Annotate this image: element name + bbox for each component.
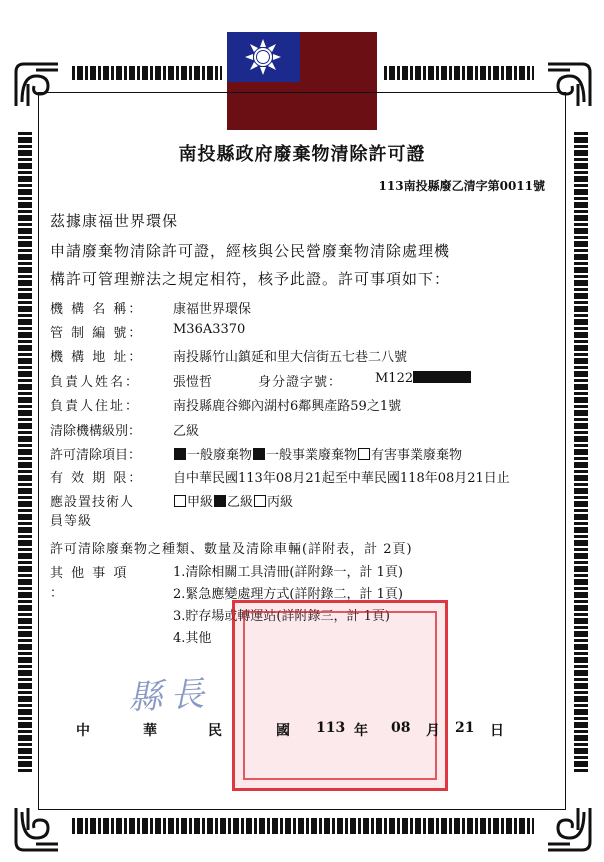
checkbox-unchecked (174, 495, 186, 507)
border-bottom-pattern (72, 818, 534, 834)
redaction-block (413, 371, 471, 383)
validity-label: 有 效 期 限： (50, 471, 144, 486)
tech-staff-label-2: 員等級 (50, 514, 93, 529)
date-char: 年 (354, 723, 368, 739)
org-address-label: 機 構 地 址： (50, 350, 144, 365)
checkbox-checked (214, 495, 226, 507)
border-top-left-pattern (72, 66, 222, 80)
official-seal (232, 600, 448, 791)
date-char: 華 (143, 723, 157, 739)
border-right-pattern (574, 132, 588, 772)
other-item: 1.清除相關工具清冊(詳附錄一，計 1頁) (173, 565, 403, 580)
document-number: 113南投縣廢乙清字第0011號 (378, 179, 545, 193)
date-day: 21 (455, 720, 475, 736)
permit-waste-line: 許可清除廢棄物之種類、數量及清除車輛(詳附表，計 2頁) (50, 542, 413, 557)
item-general-industrial-waste: 一般事業廢棄物 (266, 448, 358, 463)
items-label: 許可清除項目： (50, 448, 142, 463)
intro-line-2: 申請廢棄物清除許可證，經核與公民營廢棄物清除處理機 (50, 242, 451, 260)
tech-level-a: 甲級 (187, 495, 214, 510)
tech-level-c: 丙級 (267, 495, 294, 510)
intro-line-1: 茲據康福世界環保 (50, 212, 179, 230)
owner-address-label: 負責人住址： (50, 399, 141, 414)
owner-address-value: 南投縣鹿谷鄉內湖村6鄰興產路59之1號 (173, 399, 402, 414)
id-number-prefix: M122 (375, 371, 414, 386)
owner-name-label: 負責人姓名： (50, 375, 141, 390)
tech-level-b: 乙級 (227, 495, 254, 510)
item-general-waste: 一般廢棄物 (187, 448, 253, 463)
checkbox-checked (174, 448, 186, 460)
tech-staff-value (173, 491, 293, 510)
corner-ornament-icon (546, 806, 592, 852)
level-label: 清除機構級別： (50, 424, 142, 439)
id-number-value (375, 371, 471, 386)
document-title: 南投縣政府廢棄物清除許可證 (178, 144, 426, 165)
checkbox-unchecked (358, 448, 370, 460)
other-item: 4.其他 (173, 631, 212, 646)
corner-ornament-icon (14, 62, 60, 108)
item-hazardous-waste: 有害事業廢棄物 (371, 448, 463, 463)
magistrate-signature: 縣長 (127, 673, 214, 719)
border-top-right-pattern (384, 66, 534, 80)
intro-line-3: 構許可管理辦法之規定相符，核予此證。許可事項如下： (50, 270, 451, 288)
corner-ornament-icon (546, 62, 592, 108)
date-char: 中 (76, 723, 90, 739)
checkbox-checked (253, 448, 265, 460)
validity-value: 自中華民國113年08月21起至中華民國118年08月21日止 (173, 471, 510, 486)
corner-ornament-icon (14, 806, 60, 852)
date-month: 08 (391, 720, 411, 736)
date-char: 月 (426, 723, 440, 739)
other-item: 3.貯存場或轉運站(詳附錄三，計 1頁) (173, 609, 390, 624)
other-items-label: 其 他 事 項 (50, 566, 129, 581)
level-value: 乙級 (173, 424, 200, 439)
items-value (173, 444, 462, 463)
org-name-value: 康福世界環保 (173, 302, 252, 317)
checkbox-unchecked (254, 495, 266, 507)
tech-staff-label: 應設置技術人 (50, 495, 135, 510)
control-no-label: 管 制 編 號： (50, 326, 144, 341)
org-address-value: 南投縣竹山鎮延和里大信街五七巷二八號 (173, 350, 408, 365)
date-char: 日 (490, 723, 504, 739)
other-items-colon: ： (50, 586, 66, 601)
date-char: 國 (276, 723, 290, 739)
control-no-value: M36A3370 (173, 322, 246, 337)
date-char: 民 (208, 723, 222, 739)
other-item: 2.緊急應變處理方式(詳附錄二，計 1頁) (173, 587, 403, 602)
border-left-pattern (18, 132, 32, 772)
date-year: 113 (316, 720, 346, 736)
id-number-label: 身分證字號： (258, 375, 343, 390)
org-name-label: 機 構 名 稱： (50, 302, 144, 317)
seal-inner-border (243, 611, 437, 780)
owner-name-value: 張愷哲 (173, 375, 213, 390)
